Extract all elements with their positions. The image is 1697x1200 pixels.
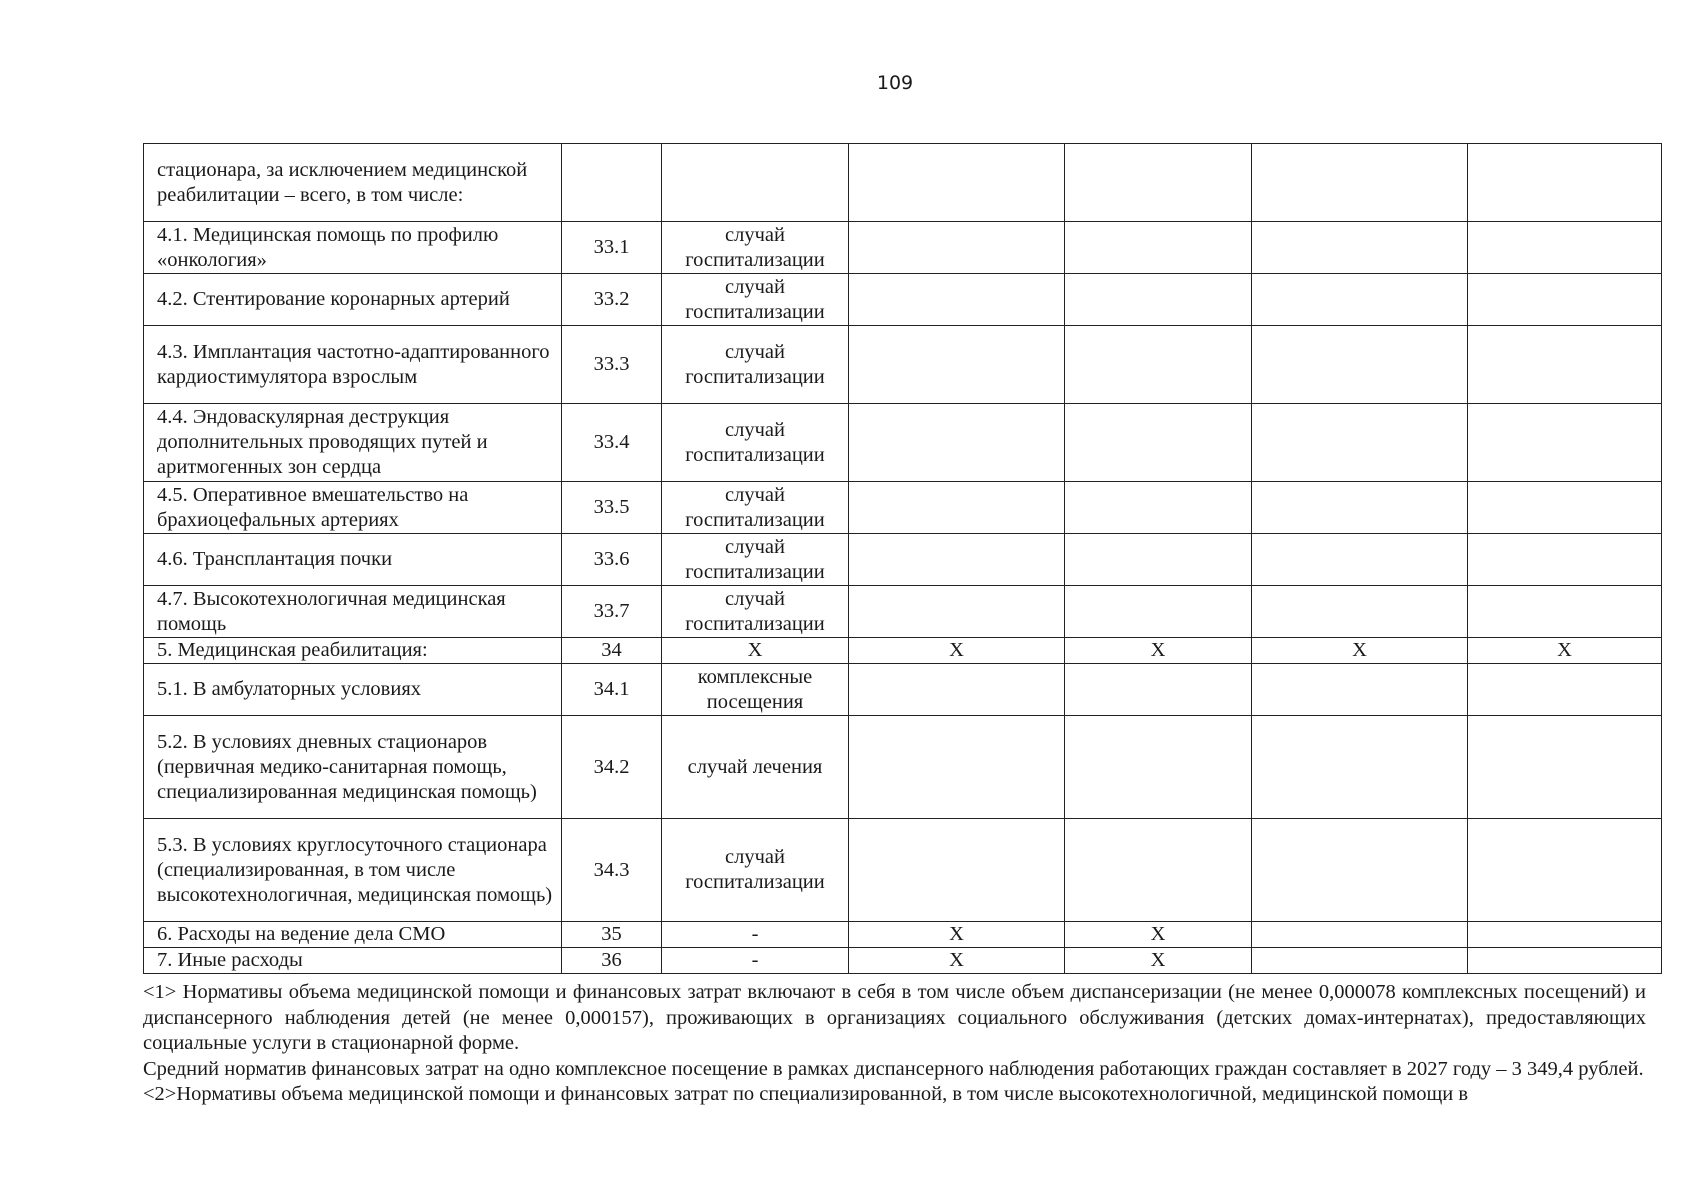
row-code-cell: 34.1	[562, 664, 662, 716]
row-value-cell: Х	[849, 922, 1065, 948]
row-value-cell: Х	[1065, 922, 1252, 948]
row-value-cell	[1252, 404, 1468, 482]
row-value-cell	[1252, 948, 1468, 974]
row-value-cell	[1468, 274, 1662, 326]
row-value-cell	[1252, 819, 1468, 922]
row-value-cell	[1468, 482, 1662, 534]
row-value-cell: Х	[849, 638, 1065, 664]
row-value-cell	[1468, 716, 1662, 819]
row-name-cell: 5.2. В условиях дневных стационаров (первичная медико-санитарная помощь, специализированная медицинская помощь)	[144, 716, 562, 819]
row-value-cell	[849, 222, 1065, 274]
row-value-cell	[849, 274, 1065, 326]
table-row	[144, 664, 1662, 716]
row-value-cell: Х	[1468, 638, 1662, 664]
row-unit-cell: случай госпитализации	[662, 326, 849, 404]
footnote-1: <1> Нормативы объема медицинской помощи и финансовых затрат включают в себя в том числе объем диспансеризации (не менее 0,000078 комплексных посещений) и диспансерного наблюдения детей (не менее 0,000157), проживающих в организациях социального обслуживания (детских домах-интернатах), предоставляющих социальные услуги в стационарной форме.	[143, 981, 1646, 1054]
row-value-cell: Х	[1065, 948, 1252, 974]
norms-table	[143, 143, 1662, 974]
table-row	[144, 948, 1662, 974]
row-name-cell: 4.3. Имплантация частотно-адаптированного кардиостимулятора взрослым	[144, 326, 562, 404]
row-code-cell: 36	[562, 948, 662, 974]
row-value-cell	[1065, 222, 1252, 274]
row-value-cell	[1065, 274, 1252, 326]
row-unit-cell: -	[662, 948, 849, 974]
row-value-cell	[1252, 664, 1468, 716]
row-value-cell	[1468, 144, 1662, 222]
row-value-cell	[1468, 586, 1662, 638]
table-row	[144, 404, 1662, 482]
row-code-cell: 34	[562, 638, 662, 664]
row-value-cell: Х	[1252, 638, 1468, 664]
table-row	[144, 274, 1662, 326]
table-row	[144, 482, 1662, 534]
row-value-cell	[1065, 144, 1252, 222]
row-value-cell	[1252, 144, 1468, 222]
row-value-cell	[1065, 534, 1252, 586]
row-value-cell	[1252, 482, 1468, 534]
row-value-cell	[1468, 326, 1662, 404]
row-code-cell: 33.6	[562, 534, 662, 586]
row-value-cell	[1065, 586, 1252, 638]
row-code-cell: 33.2	[562, 274, 662, 326]
row-value-cell	[849, 534, 1065, 586]
row-value-cell	[1252, 534, 1468, 586]
row-value-cell	[1065, 716, 1252, 819]
table-row	[144, 716, 1662, 819]
table-row	[144, 222, 1662, 274]
row-name-cell: стационара, за исключением медицинской реабилитации – всего, в том числе:	[144, 144, 562, 222]
table-row	[144, 922, 1662, 948]
row-unit-cell	[662, 144, 849, 222]
row-name-cell: 7. Иные расходы	[144, 948, 562, 974]
table-row	[144, 326, 1662, 404]
row-name-cell: 4.7. Высокотехнологичная медицинская помощь	[144, 586, 562, 638]
row-code-cell: 33.4	[562, 404, 662, 482]
row-unit-cell: случай госпитализации	[662, 482, 849, 534]
row-value-cell	[1252, 326, 1468, 404]
row-value-cell	[1065, 819, 1252, 922]
row-value-cell: Х	[1065, 638, 1252, 664]
row-value-cell	[1468, 222, 1662, 274]
row-unit-cell: случай госпитализации	[662, 819, 849, 922]
row-code-cell: 35	[562, 922, 662, 948]
row-value-cell	[849, 664, 1065, 716]
table-row	[144, 586, 1662, 638]
row-name-cell: 6. Расходы на ведение дела СМО	[144, 922, 562, 948]
row-name-cell: 4.6. Трансплантация почки	[144, 534, 562, 586]
row-code-cell: 33.5	[562, 482, 662, 534]
row-value-cell	[1065, 404, 1252, 482]
row-value-cell	[849, 144, 1065, 222]
row-value-cell	[1252, 222, 1468, 274]
row-name-cell: 4.5. Оперативное вмешательство на брахиоцефальных артериях	[144, 482, 562, 534]
row-code-cell: 34.3	[562, 819, 662, 922]
table-row	[144, 534, 1662, 586]
row-value-cell	[1065, 664, 1252, 716]
row-unit-cell: случай госпитализации	[662, 274, 849, 326]
row-value-cell	[1468, 534, 1662, 586]
row-value-cell	[849, 404, 1065, 482]
row-code-cell: 33.3	[562, 326, 662, 404]
table-row	[144, 819, 1662, 922]
row-unit-cell: случай госпитализации	[662, 586, 849, 638]
row-value-cell	[1468, 819, 1662, 922]
row-name-cell: 5.3. В условиях круглосуточного стационара (специализированная, в том числе высокотехнологичная, медицинская помощь)	[144, 819, 562, 922]
row-value-cell	[1252, 922, 1468, 948]
row-value-cell	[849, 482, 1065, 534]
footnote-2: <2>Нормативы объема медицинской помощи и финансовых затрат по специализированной, в том числе высокотехнологичной, медицинской помощи в	[143, 1083, 1469, 1105]
table-row	[144, 144, 1662, 222]
row-value-cell	[1468, 922, 1662, 948]
row-name-cell: 5.1. В амбулаторных условиях	[144, 664, 562, 716]
row-value-cell	[1065, 482, 1252, 534]
footnotes	[143, 980, 1646, 1108]
row-value-cell: Х	[849, 948, 1065, 974]
page-number: 109	[876, 72, 914, 94]
row-value-cell	[1468, 948, 1662, 974]
row-unit-cell: случай госпитализации	[662, 404, 849, 482]
row-name-cell: 4.1. Медицинская помощь по профилю «онкология»	[144, 222, 562, 274]
row-unit-cell: комплексные посещения	[662, 664, 849, 716]
row-value-cell	[1065, 326, 1252, 404]
row-unit-cell: случай лечения	[662, 716, 849, 819]
row-code-cell: 34.2	[562, 716, 662, 819]
row-name-cell: 4.2. Стентирование коронарных артерий	[144, 274, 562, 326]
row-value-cell	[849, 819, 1065, 922]
row-name-cell: 4.4. Эндоваскулярная деструкция дополнительных проводящих путей и аритмогенных зон сердца	[144, 404, 562, 482]
row-value-cell	[1252, 274, 1468, 326]
row-value-cell	[1468, 664, 1662, 716]
row-value-cell	[849, 586, 1065, 638]
row-code-cell: 33.7	[562, 586, 662, 638]
row-unit-cell: Х	[662, 638, 849, 664]
row-unit-cell: -	[662, 922, 849, 948]
row-name-cell: 5. Медицинская реабилитация:	[144, 638, 562, 664]
row-value-cell	[1468, 404, 1662, 482]
row-value-cell	[1252, 716, 1468, 819]
footnote-average-cost: Средний норматив финансовых затрат на одно комплексное посещение в рамках диспансерного наблюдения работающих граждан составляет в 2027 году – 3 349,4 рублей.	[143, 1057, 1644, 1080]
row-value-cell	[1252, 586, 1468, 638]
row-unit-cell: случай госпитализации	[662, 222, 849, 274]
row-unit-cell: случай госпитализации	[662, 534, 849, 586]
row-code-cell	[562, 144, 662, 222]
row-code-cell: 33.1	[562, 222, 662, 274]
row-value-cell	[849, 716, 1065, 819]
row-value-cell	[849, 326, 1065, 404]
table-row	[144, 638, 1662, 664]
